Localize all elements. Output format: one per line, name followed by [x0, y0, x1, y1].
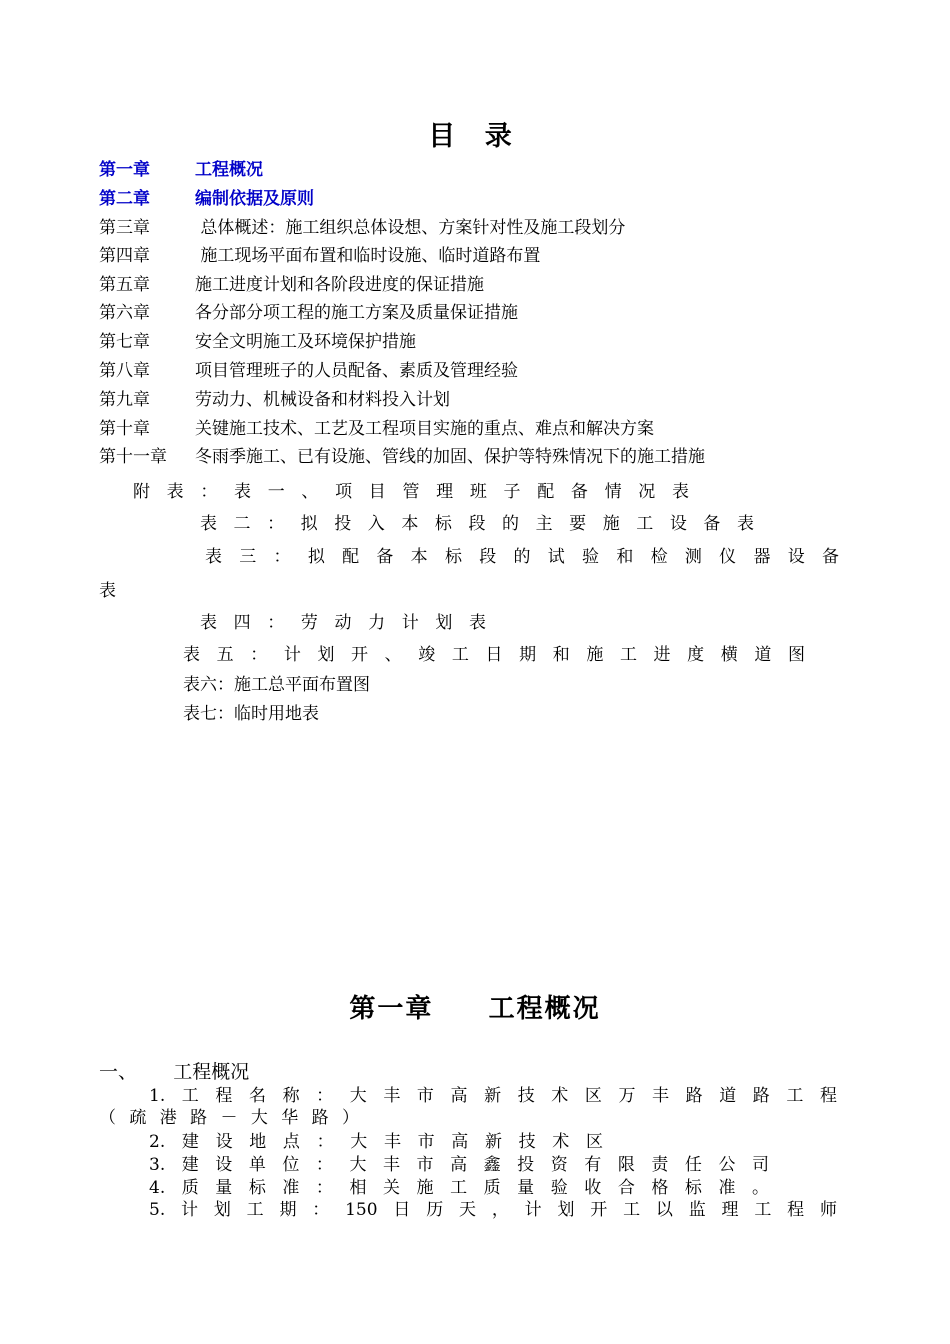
toc-chapter-title: 施工现场平面布置和临时设施、临时道路布置: [195, 246, 541, 266]
toc-title: 目 录: [428, 121, 522, 152]
schedule-line: 5.计划工期：150日历天，计划开工以监理工程师: [149, 1200, 837, 1220]
toc-chapter-number: 第一章: [99, 160, 150, 180]
toc-chapter-number: 第七章: [99, 332, 150, 352]
toc-chapter-number: 第二章: [99, 189, 150, 209]
appendix-table-1: 附表：表一、项目管理班子配备情况表: [133, 482, 689, 502]
toc-chapter-title: 工程概况: [195, 160, 263, 180]
toc-chapter-title: 项目管理班子的人员配备、素质及管理经验: [195, 361, 518, 381]
toc-chapter-title: 劳动力、机械设备和材料投入计划: [195, 390, 450, 410]
project-name-line: 1.工程名称：大丰市高新技术区万丰路道路工程: [149, 1086, 837, 1106]
toc-chapter-number: 第三章: [99, 218, 150, 238]
toc-chapter-number: 第九章: [99, 390, 150, 410]
appendix-table-3: 表三：拟配备本标段的试验和检测仪器设备: [205, 547, 839, 567]
toc-chapter-number: 第八章: [99, 361, 150, 381]
appendix-table-2: 表二：拟投入本标段的主要施工设备表: [200, 514, 754, 534]
toc-chapter-number: 第五章: [99, 275, 150, 295]
toc-chapter-title: 编制依据及原则: [195, 189, 314, 209]
toc-chapter-number: 第十章: [99, 419, 150, 439]
toc-chapter-number: 第六章: [99, 303, 150, 323]
toc-chapter-title: 关键施工技术、工艺及工程项目实施的重点、难点和解决方案: [195, 419, 654, 439]
toc-chapter-title: 总体概述：施工组织总体设想、方案针对性及施工段划分: [195, 218, 626, 238]
section-1-heading: 一、 工程概况: [99, 1061, 250, 1083]
chapter-1-title: 第一章 工程概况: [349, 994, 601, 1024]
appendix-table-5: 表五：计划开、竣工日期和施工进度横道图: [183, 645, 805, 665]
toc-chapter-number: 第四章: [99, 246, 150, 266]
toc-chapter-title: 施工进度计划和各阶段进度的保证措施: [195, 275, 484, 295]
toc-chapter-title: 各分部分项工程的施工方案及质量保证措施: [195, 303, 518, 323]
developer-line: 3.建设单位：大丰市高鑫投资有限责任公司: [149, 1155, 769, 1175]
toc-chapter-number: 第十一章: [99, 447, 167, 467]
appendix-table-7: 表七：临时用地表: [183, 704, 319, 724]
toc-chapter-title: 冬雨季施工、已有设施、管线的加固、保护等特殊情况下的施工措施: [195, 447, 705, 467]
quality-standard-line: 4.质量标准：相关施工质量验收合格标准。: [149, 1178, 769, 1198]
appendix-table-6: 表六：施工总平面布置图: [183, 675, 370, 695]
appendix-table-4: 表四：劳动力计划表: [200, 613, 486, 633]
appendix-table-3-wrap: 表: [99, 581, 116, 601]
toc-chapter-title: 安全文明施工及环境保护措施: [195, 332, 416, 352]
project-name-line-2: （疏港路－大华路）: [99, 1108, 359, 1128]
construction-site-line: 2.建设地点：大丰市高新技术区: [149, 1132, 603, 1152]
